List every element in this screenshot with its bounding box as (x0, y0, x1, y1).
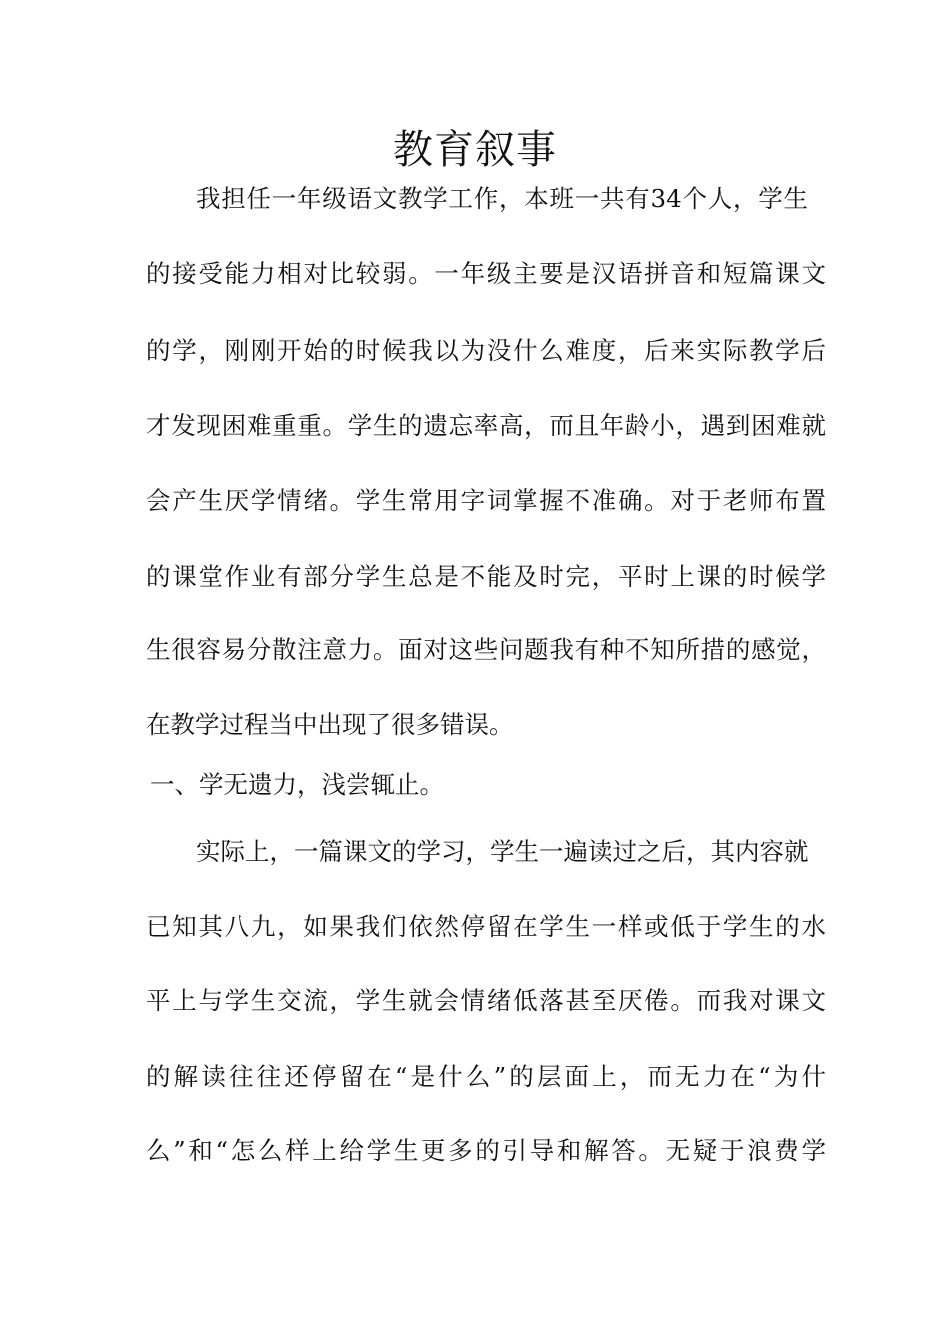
paragraph-line: 的接受能力相对比较弱。一年级主要是汉语拼音和短篇课文 (146, 259, 826, 288)
paragraph-line: 的课堂作业有部分学生总是不能及时完，平时上课的时候学 (146, 562, 826, 591)
paragraph-line: 平上与学生交流，学生就会情绪低落甚至厌倦。而我对课文 (146, 986, 826, 1015)
paragraph-line: 实际上，一篇课文的学习，学生一遍读过之后，其内容就 (196, 837, 809, 866)
paragraph-line: 已知其八九，如果我们依然停留在学生一样或低于学生的水 (146, 912, 826, 941)
paragraph-line: 的学，刚刚开始的时候我以为没什么难度，后来实际教学后 (146, 336, 826, 365)
paragraph-line: 才发现困难重重。学生的遗忘率高，而且年龄小，遇到困难就 (146, 411, 826, 440)
section-heading: 一、学无遗力，浅尝辄止。 (150, 770, 444, 799)
paragraph-line: 在教学过程当中出现了很多错误。 (146, 710, 514, 739)
document-title: 教育叙事 (393, 127, 557, 173)
paragraph-line: 我担任一年级语文教学工作，本班一共有34个人，学生 (196, 184, 808, 213)
paragraph-line: 的解读往往还停留在“是什么”的层面上，而无力在“为什 (146, 1062, 826, 1091)
paragraph-line: 么”和“怎么样上给学生更多的引导和解答。无疑于浪费学 (146, 1136, 826, 1165)
paragraph-line: 会产生厌学情绪。学生常用字词掌握不准确。对于老师布置 (146, 486, 826, 515)
paragraph-line: 生很容易分散注意力。面对这些问题我有种不知所措的感觉， (146, 635, 826, 664)
